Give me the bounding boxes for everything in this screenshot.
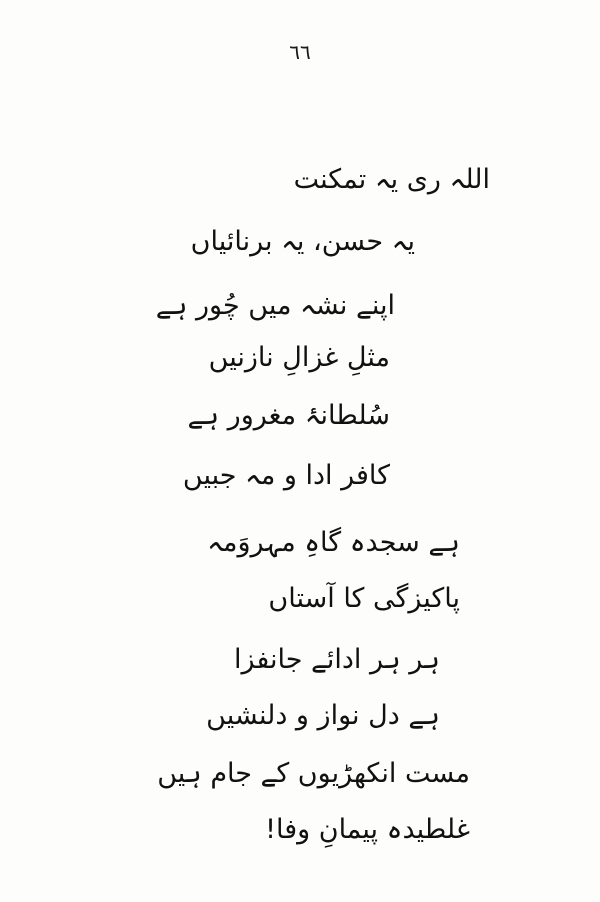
verse-line: مثلِ غزالِ نازنیں — [208, 342, 390, 373]
verse-line: غلطیدہ پیمانِ وفا! — [265, 814, 470, 845]
verse-line: اللہ ری یہ تمکنت — [293, 164, 490, 195]
verse-line: ہر ہر ادائے جانفزا — [233, 644, 440, 675]
page-number: ٦٦ — [289, 40, 311, 64]
verse-line: مست انکھڑیوں کے جام ہیں — [157, 758, 470, 789]
verse-line: پاکیزگی کا آستاں — [268, 583, 460, 614]
verse-line: ہے سجدہ گاہِ مہروَمہ — [207, 527, 460, 558]
verse-line: یہ حسن، یہ برنائیاں — [190, 226, 415, 257]
verse-line: ہے دل نواز و دلنشیں — [206, 700, 440, 731]
verse-line: کافر ادا و مہ جبیں — [182, 460, 390, 491]
verse-line: اپنے نشہ میں چُور ہے — [155, 290, 395, 321]
verse-line: سُلطانۂ مغرور ہے — [187, 400, 390, 431]
